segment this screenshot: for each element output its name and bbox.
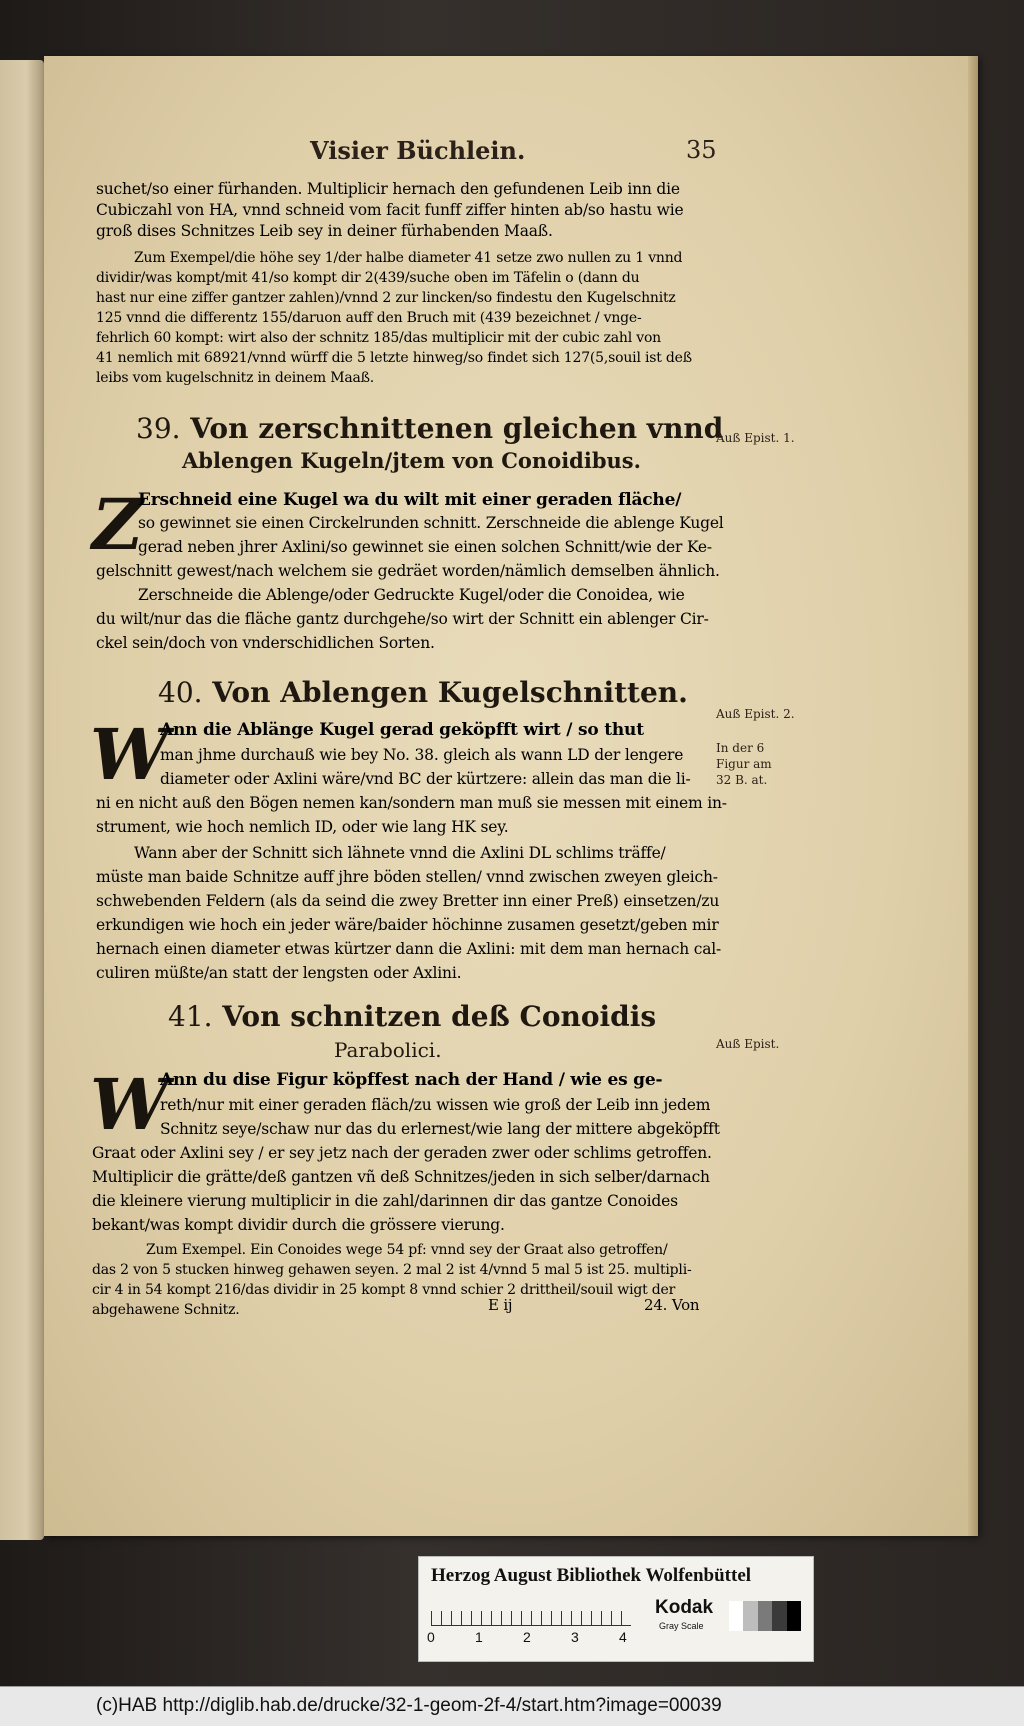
text-line: reth/nur mit einer geraden fläch/zu wissen wie groß der Leib inn jedem [160, 1096, 711, 1114]
text-line: culiren müßte/an statt der lengsten oder Axlini. [96, 964, 462, 982]
text-line: die kleinere vierung multiplicir in die zahl/darinnen dir das gantze Conoides [92, 1192, 678, 1210]
ruler-number: 3 [571, 1629, 579, 1645]
facing-page-edge [0, 60, 44, 1540]
section-title: Von zerschnittenen gleichen vnnd [190, 412, 724, 445]
text-line: Schnitz seye/schaw nur das du erlernest/wie lang der mittere abgeköpfft [160, 1120, 720, 1138]
color-calibration-card [418, 1556, 814, 1662]
section-subtitle: Ablengen Kugeln/jtem von Conoidibus. [182, 448, 641, 473]
text-line: dividir/was kompt/mit 41/so kompt dir 2(439/suche oben im Täfelin o (dann du [96, 270, 640, 286]
text-line: Graat oder Axlini sey / er sey jetz nach der geraden zwer oder schlims getroffen. [92, 1144, 712, 1162]
gray-patch [743, 1601, 757, 1631]
text-line: schwebenden Feldern (als da seind die zwey Bretter inn einer Preß) einsetzen/zu [96, 892, 720, 910]
text-line: erkundigen wie hoch ein jeder wäre/baider höchinne zusamen gesetzt/geben mir [96, 916, 719, 934]
drop-initial: Z [92, 483, 144, 566]
ruler-number: 0 [427, 1629, 435, 1645]
text-line: hast nur eine ziffer gantzer zahlen)/vnnd 2 zur lincken/so findestu den Kugelschnitz [96, 290, 676, 306]
section-heading [168, 1000, 656, 1033]
text-line: ni en nicht auß den Bögen nemen kan/sondern man muß sie messen mit einem in- [96, 794, 727, 812]
section-number: 41. [168, 1000, 213, 1033]
page-edge [968, 56, 978, 1536]
section-heading [136, 412, 723, 445]
running-title: Visier Büchlein. [310, 136, 526, 165]
text-line: leibs vom kugelschnitz in deinem Maaß. [96, 370, 375, 386]
section-number: 39. [136, 412, 181, 445]
ruler-number: 1 [475, 1629, 483, 1645]
text-line: diameter oder Axlini wäre/vnd BC der kürtzere: allein das man die li- [160, 770, 691, 788]
text-line: Zum Exempel/die höhe sey 1/der halbe diameter 41 setze zwo nullen zu 1 vnnd [134, 250, 683, 266]
section-heading [158, 676, 688, 709]
text-line: ckel sein/doch von vnderschidlichen Sorten. [96, 634, 435, 652]
text-line: Cubiczahl von HA, vnnd schneid vom facit funff ziffer hinten ab/so hastu wie [96, 201, 684, 219]
section-title: Von Ablengen Kugelschnitten. [212, 676, 688, 709]
text-line: Zum Exempel. Ein Conoides wege 54 pf: vnnd sey der Graat also getroffen/ [146, 1242, 668, 1258]
text-line: Zerschneide die Ablenge/oder Gedruckte Kugel/oder die Conoidea, wie [138, 586, 685, 604]
drop-initial: W [90, 713, 169, 796]
signature-mark: E ij [488, 1296, 513, 1314]
text-line: Wann aber der Schnitt sich lähnete vnnd die Axlini DL schlims träffe/ [134, 844, 666, 862]
gray-scale-label: Gray Scale [659, 1621, 704, 1631]
page-number: 35 [686, 136, 717, 164]
margin-note: Auß Epist. 2. [716, 707, 795, 721]
gray-patch [758, 1601, 772, 1631]
ruler-scale [431, 1597, 631, 1626]
text-line: man jhme durchauß wie bey No. 38. gleich als wann LD der lengere [160, 746, 684, 764]
text-line: gelschnitt gewest/nach welchem sie gedräet worden/nämlich demselben ähnlich. [96, 562, 720, 580]
text-line: cir 4 in 54 kompt 216/das dividir in 25 kompt 8 vnnd schier 2 drittheil/souil wigt der [92, 1282, 676, 1298]
margin-note: Auß Epist. [716, 1037, 780, 1051]
text-line: 125 vnnd die differentz 155/daruon auff den Bruch mit (439 bezeichnet / vnge- [96, 310, 642, 326]
text-line: gerad neben jhrer Axlini/so gewinnet sie einen solchen Schnitt/wie der Ke- [138, 538, 712, 556]
running-head [210, 136, 717, 172]
gray-scale-patches [729, 1601, 801, 1631]
text-line: 41 nemlich mit 68921/vnnd würff die 5 letzte hinweg/so findet sich 127(5,souil ist deß [96, 350, 692, 366]
text-line: das 2 von 5 stucken hinweg gehawen seyen. 2 mal 2 ist 4/vnnd 5 mal 5 ist 25. multipli- [92, 1262, 692, 1278]
margin-note: Auß Epist. 1. [716, 431, 795, 445]
text-line: so gewinnet sie einen Circkelrunden schnitt. Zerschneide die ablenge Kugel [138, 514, 724, 532]
drop-initial: W [90, 1063, 169, 1146]
section-title: Von schnitzen deß Conoidis [222, 1000, 657, 1033]
gray-patch [787, 1601, 801, 1631]
copyright-url: (c)HAB http://diglib.hab.de/drucke/32-1-geom-2f-4/start.htm?image=00039 [96, 1695, 722, 1716]
gray-patch [772, 1601, 786, 1631]
kodak-logo: Kodak [655, 1597, 714, 1618]
section-subtitle: Parabolici. [334, 1038, 442, 1062]
gray-patch [729, 1601, 743, 1631]
library-name: Herzog August Bibliothek Wolfenbüttel [431, 1565, 752, 1586]
text-line: bekant/was kompt dividir durch die grössere vierung. [92, 1216, 505, 1234]
text-line: Erschneid eine Kugel wa du wilt mit einer geraden fläche/ [138, 490, 682, 510]
text-line: suchet/so einer fürhanden. Multiplicir hernach den gefundenen Leib inn die [96, 180, 680, 198]
text-line: abgehawene Schnitz. [92, 1302, 240, 1318]
text-line: fehrlich 60 kompt: wirt also der schnitz 185/das multiplicir mit der cubic zahl von [96, 330, 662, 346]
text-line: Multiplicir die grätte/deß gantzen vñ deß Schnitzes/jeden in sich selber/darnach [92, 1168, 710, 1186]
ruler-number: 2 [523, 1629, 531, 1645]
copyright-footer [0, 1686, 1024, 1726]
ruler-number: 4 [619, 1629, 627, 1645]
text-line: du wilt/nur das die fläche gantz durchgehe/so wirt der Schnitt ein ablenger Cir- [96, 610, 709, 628]
section-number: 40. [158, 676, 203, 709]
text-line: Ann die Ablänge Kugel gerad geköpfft wirt / so thut [160, 720, 644, 740]
margin-note: In der 6 Figur am 32 B. at. [716, 741, 772, 787]
text-line: müste man baide Schnitze auff jhre böden stellen/ vnnd zwischen zweyen gleich- [96, 868, 718, 886]
text-line: strument, wie hoch nemlich ID, oder wie lang HK sey. [96, 818, 509, 836]
text-line: groß dises Schnitzes Leib sey in deiner fürhabenden Maaß. [96, 222, 553, 240]
catchword: 24. Von [644, 1296, 700, 1314]
text-line: Ann du dise Figur köpffest nach der Hand / wie es ge- [160, 1070, 663, 1090]
text-line: hernach einen diameter etwas kürtzer dann die Axlini: mit dem man hernach cal- [96, 940, 722, 958]
